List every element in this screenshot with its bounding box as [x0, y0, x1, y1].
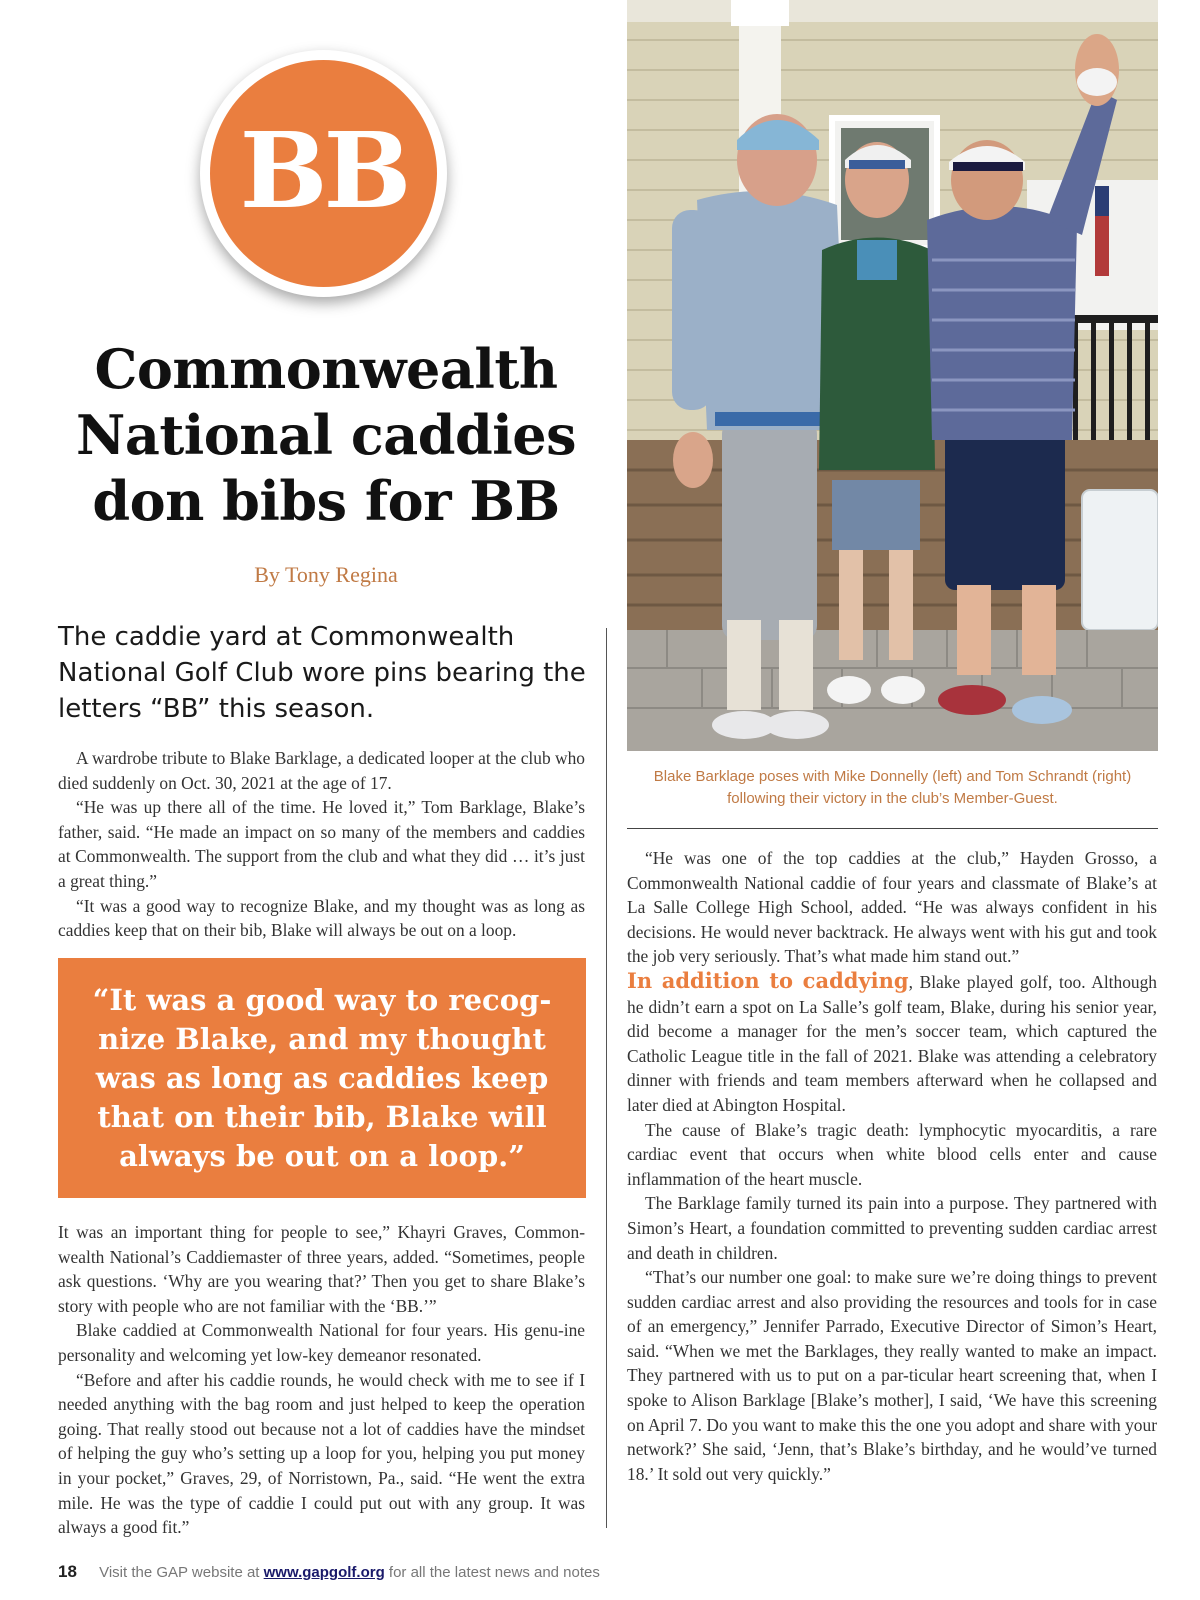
body-paragraph: Blake caddied at Commonwealth National for four years. His genu-ine personality and welcoming yet low-key demeanor resonated.	[58, 1320, 585, 1365]
paragraph-rest: , Blake played golf, too. Although he didn’t earn a spot on La Salle’s golf team, Blake, during his senior year, did become a manager for the men’s soccer team, which captured the Catholic League title in the fall of 2021. Blake was attending a celebratory dinner with friends and team members afterward when he collapsed and later died at Abington Hospital.	[627, 971, 1157, 1115]
right-column	[627, 846, 1157, 1486]
body-paragraph	[627, 969, 1157, 1118]
body-paragraph: “Before and after his caddie rounds, he would check with me to see if I needed anything with the bag room and just helped to keep the operation going. That really stood out because not a lot of caddies have the mindset of helping the guy who’s setting up a loop for you, helping you put money in your pocket,” Graves, 29, of Norristown, Pa., said. “He went the extra mile. He was the type of caddie I could put out with any group. It was always a good fit.”	[58, 1369, 585, 1538]
body-paragraph: “He was one of the top caddies at the club,” Hayden Grosso, a Commonwealth National caddie of four years and classmate of Blake’s at La Salle College High School, added. “He was always confident in his decisions. He would never backtrack. He always went with his gut and took the job very seriously. That’s what made him stand out.”	[627, 848, 1157, 967]
footer-text-after: for all the latest news and notes	[388, 1564, 600, 1581]
website-link[interactable]: www.gapgolf.org	[263, 1564, 385, 1581]
article-byline: By Tony Regina	[254, 562, 398, 587]
left-column-top	[58, 746, 585, 943]
bb-logo-circle	[210, 60, 437, 287]
photo-caption: Blake Barklage poses with Mike Donnelly (left) and Tom Schrandt (right) following their victory in the club’s Member-Guest.	[653, 768, 1132, 807]
pull-quote-text: “It was a good way to recog-nize Blake, and my thought was as long as caddies keep that on their bib, Blake will always be out on a loop.”	[92, 982, 552, 1173]
page-footer	[58, 1562, 658, 1582]
article-headline: Commonwealth National caddies don bibs for BB	[75, 337, 577, 533]
body-paragraph: “That’s our number one goal: to make sure we’re doing things to prevent sudden cardiac arrest and also providing the resources and tools for in case of an emergency,” Jennifer Parrado, Executive Director of Simon’s Heart, said. “When we met the Barklages, they really wanted to make an impact. They partnered with us to put on a par-ticular heart screening that, when I spoke to Alison Barklage [Blake’s mother], I said, ‘We have this screening on April 7. Do you want to make this the one you adopt and share with your network?’ She said, ‘Jenn, that’s Blake’s birthday, and he would’ve turned 18.’ It sold out very quickly.”	[627, 1267, 1157, 1484]
footer-text-before: Visit the GAP website at	[99, 1564, 260, 1581]
lead-in-text: In addition to caddying	[627, 967, 909, 993]
body-paragraph: The Barklage family turned its pain into a purpose. They partnered with Simon’s Heart, a foundation committed to preventing sudden cardiac arrest and death in children.	[627, 1193, 1157, 1263]
body-paragraph: The cause of Blake’s tragic death: lymphocytic myocarditis, a rare cardiac event that occurs when white blood cells enter and cause inflammation of the heart muscle.	[627, 1119, 1157, 1189]
article-deck: The caddie yard at Commonwealth National Golf Club wore pins bearing the letters “BB” this season.	[58, 622, 586, 724]
body-paragraph: A wardrobe tribute to Blake Barklage, a dedicated looper at the club who died suddenly on Oct. 30, 2021 at the age of 17.	[58, 748, 585, 793]
body-paragraph: “He was up there all of the time. He loved it,” Tom Barklage, Blake’s father, said. “He made an impact on so many of the members and caddies at Commonwealth. The support from the club and what they did … it’s just a great thing.”	[58, 797, 585, 891]
bb-logo-text: BB	[239, 109, 408, 232]
bb-logo	[200, 50, 447, 297]
page-number: 18	[58, 1562, 77, 1581]
left-column-bottom	[58, 1220, 585, 1540]
column-divider	[606, 628, 607, 1528]
body-paragraph: It was an important thing for people to see,” Khayri Graves, Common-wealth National’s Caddiemaster of three years, added. “Sometimes, people ask questions. ‘Why are you wearing that?’ Then you get to share Blake’s story with people who are not familiar with the ‘BB.’”	[58, 1222, 585, 1316]
article-photo	[627, 0, 1158, 751]
caption-divider	[627, 828, 1158, 829]
pull-quote-box	[58, 958, 586, 1198]
body-paragraph: “It was a good way to recognize Blake, and my thought was as long as caddies keep that on their bib, Blake will always be out on a loop.	[58, 895, 585, 941]
